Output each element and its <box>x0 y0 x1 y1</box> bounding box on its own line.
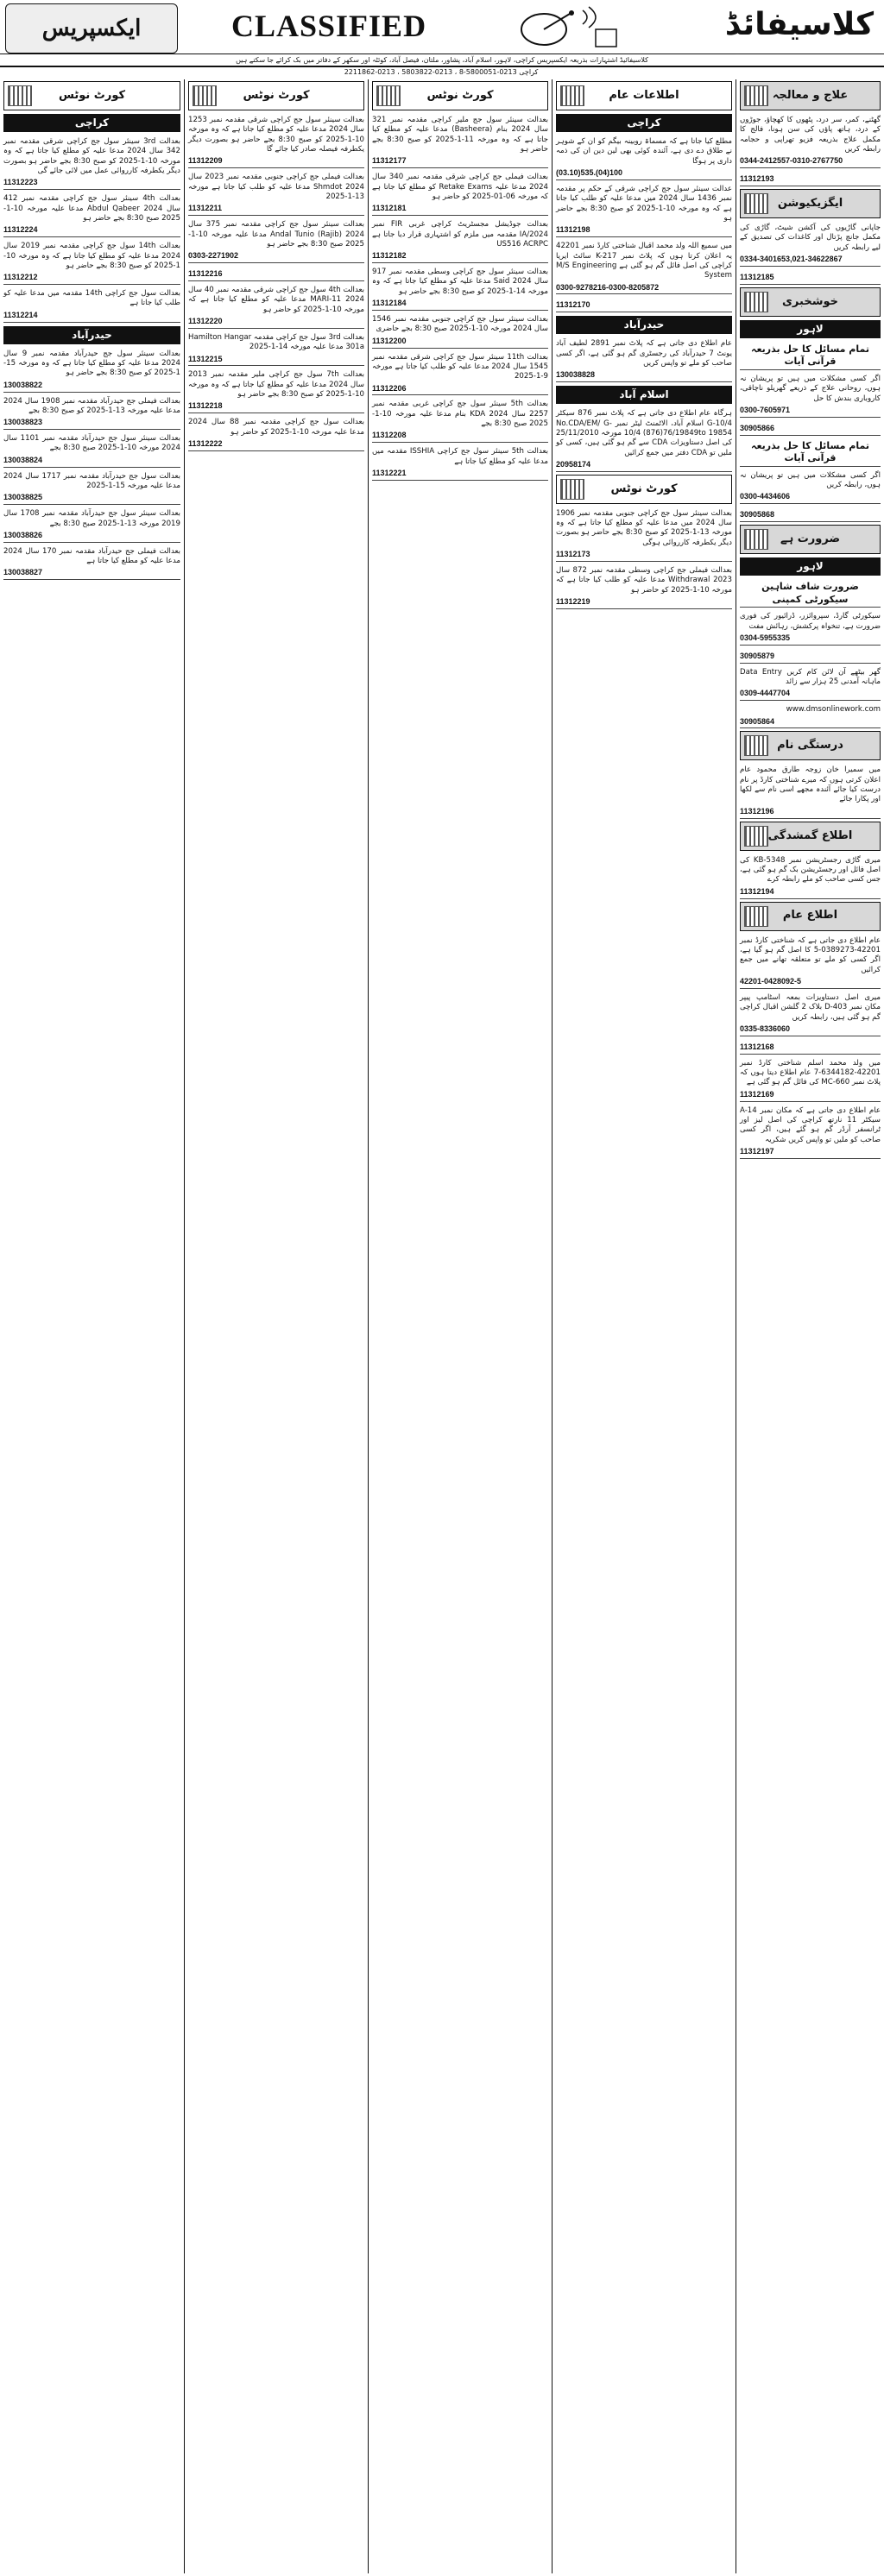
barcode-icon <box>744 735 768 756</box>
classified-ad <box>3 135 180 190</box>
city-banner: حیدرآباد <box>3 326 180 344</box>
ad-text: بعدالت سینئر سول جج حیدرآباد مقدمہ نمبر 9 سال 2024 مدعا علیہ کو مطلع کیا جاتا ہے کہ وہ مورخہ 15-1-2025 کو صبح 8:30 بجے حاضر ہو <box>3 349 181 378</box>
classified-ad <box>3 287 180 323</box>
classified-ad <box>3 507 180 543</box>
ad-text: عدالت سینئر سول جج کراچی شرقی کے حکم پر مقدمہ نمبر 1436 سال 2024 میں مدعا علیہ کو طلب کیا جاتا ہے کہ وہ مورخہ 10-1-2025 کو صبح 8:30 بجے حاضر ہو <box>556 184 732 223</box>
city-banner: حیدرآباد <box>556 316 732 334</box>
section-header: اطلاع عام <box>740 902 881 931</box>
classified-ad <box>372 218 548 263</box>
ad-text: بعدالت سول جج حیدرآباد مقدمہ نمبر 1717 سال 2024 مدعا علیہ مورخہ 15-1-2025 <box>3 471 180 490</box>
barcode-icon <box>744 826 768 847</box>
section-header: ضرورت ہے <box>740 525 881 554</box>
classified-ad <box>556 407 732 472</box>
ad-text: بعدالت سینئر سول جج حیدرآباد مقدمہ نمبر 1101 سال 2024 مورخہ 10-1-2025 صبح 8:30 بجے <box>3 434 181 453</box>
classified-ad <box>188 368 364 413</box>
ad-reference-number: 11312214 <box>3 310 38 319</box>
barcode-icon <box>560 85 584 106</box>
ad-reference-number: (03.10)535.(04)100 <box>556 168 623 178</box>
classified-ad <box>188 284 364 329</box>
ad-text: گھر بیٹھے آن لائن کام کریں Data Entry ماہانہ آمدنی 25 ہزار سے زائد <box>740 667 881 686</box>
ad-text: میں سمیرا خان زوجہ طارق محمود عام اعلان کرتی ہوں کہ میرے شناختی کارڈ پر نام درست کیا جائے آئندہ مجھے اسی نام سے لکھا اور پکارا جائے <box>740 765 881 804</box>
section-header: اطلاع گمشدگی <box>740 822 881 851</box>
classified-ad <box>3 348 180 393</box>
section-header: کورٹ نوٹس <box>372 81 548 110</box>
ad-reference-number: 130038826 <box>3 530 43 539</box>
ad-reference-number: 11312219 <box>556 597 590 607</box>
classified-ad <box>740 373 881 418</box>
classified-ad <box>740 666 881 702</box>
ad-reference-number: 0309-4447704 <box>740 689 791 698</box>
classified-ad <box>3 192 180 237</box>
ad-text: میں سمیع اللہ ولد محمد اقبال شناختی کارڈ نمبر 42201 یہ اعلان کرتا ہوں کہ پلاٹ نمبر K-217 سائٹ ایریا کراچی کی اصل فائل گم ہو گئی ہے M/S Engineering System <box>556 242 732 280</box>
ad-text: بعدالت سینئر سول جج کراچی شرقی مقدمہ نمبر 1253 سال 2024 مدعا علیہ کو مطلع کیا جاتا ہے کہ وہ مورخہ 10-1-2025 کو صبح 8:30 بجے حاضر ہو بصورت دیگر یکطرفہ فیصلہ صادر کیا جائے گا <box>188 116 364 154</box>
ad-reference-number: 11312168 <box>740 1042 774 1051</box>
ad-reference-number: 11312169 <box>740 1089 774 1099</box>
booking-notice: کلاسیفائیڈ اشتہارات بذریعہ ایکسپریس کراچی، لاہور، اسلام آباد، پشاور، ملتان، فیصل آباد، کوئٹہ اور سکھر کے دفاتر میں بک کرائے جا سکتے ہیں <box>0 54 884 66</box>
city-banner: کراچی <box>3 114 180 132</box>
ad-text: سیکورٹی گارڈ، سپروائزر، ڈرائیور کی فوری ضرورت ہے، تنخواہ پرکشش، رہائش مفت <box>740 612 881 631</box>
classified-ad <box>740 992 881 1036</box>
barcode-icon <box>8 85 32 106</box>
city-banner: لاہور <box>740 320 881 338</box>
ad-reference-number: 0300-9278216-0300-8205872 <box>556 282 660 292</box>
classified-ad <box>556 135 732 180</box>
ad-text: میری گاڑی رجسٹریشن نمبر KB-5348 کی اصل فائل اور رجسٹریشن بک گم ہو گئی ہے، جس کسی صاحب کو ملے رابطہ کرے <box>740 855 881 885</box>
classified-ad <box>3 470 180 506</box>
satellite-dish-icon <box>509 3 622 52</box>
classified-ad <box>740 342 881 370</box>
ad-text: بعدالت 3rd سینئر سول جج کراچی شرقی مقدمہ نمبر 342 سال 2024 مدعا علیہ کو مطلع کیا جاتا ہے کہ وہ مورخہ 10-1-2025 کو صبح 8:30 بجے حاضر ہو بصورت دیگر یکطرفہ کارروائی عمل میں لائی جائے گی <box>3 137 181 176</box>
classified-ad <box>556 183 732 237</box>
ad-text: بعدالت 5th سینئر سول جج کراچی غربی مقدمہ نمبر 2257 سال 2024 KDA بنام مدعا علیہ مورخہ 10-1-2025 صبح 8:30 بجے <box>372 400 549 429</box>
ad-reference-number: 11312223 <box>3 178 38 187</box>
section-header: درستگی نام <box>740 731 881 760</box>
barcode-icon <box>376 85 401 106</box>
classified-ad <box>188 218 364 263</box>
classified-ad <box>3 432 180 468</box>
ad-reference-number: 11312197 <box>740 1146 774 1156</box>
classified-ad <box>372 445 548 481</box>
ad-text: بعدالت فیملی جج حیدرآباد مقدمہ نمبر 1908 سال 2024 مدعا علیہ مورخہ 13-1-2025 کو صبح 8:30 بجے <box>3 396 180 415</box>
masthead <box>0 0 884 67</box>
classified-ad <box>740 854 881 899</box>
classified-ad <box>372 171 548 216</box>
classified-ad <box>740 114 881 168</box>
ad-text: بعدالت فیملی جج کراچی وسطی مقدمہ نمبر 872 سال 2023 Withdrawal مدعا علیہ کو طلب کیا جاتا ہے کہ مورخہ 10-1-2025 کو حاضر ہو <box>556 566 732 595</box>
classified-ad <box>372 266 548 311</box>
ad-text: تمام مسائل کا حل بذریعہ قرآنی آیات <box>751 439 869 464</box>
classified-ad <box>188 171 364 216</box>
ad-text: ہرگاہ عام اطلاع دی جاتی ہے کہ پلاٹ نمبر 876 سیکٹر G-10/4 اسلام آباد، الاٹمنٹ لیٹر نمبر No.CDA/EM/ G-10/4 (876)76/19849to 19854 مورخہ 25/11/2010 کی اصل دستاویزات CDA سے گم ہو گئی ہیں، کسی کو ملیں تو CDA دفتر میں جمع کرائیں <box>556 409 733 457</box>
ad-reference-number: 11312206 <box>372 383 407 393</box>
ad-reference-number: 11312220 <box>188 316 223 325</box>
classified-ad <box>740 507 881 522</box>
ad-reference-number: 11312196 <box>740 806 774 816</box>
ad-reference-number: 30905864 <box>740 716 775 726</box>
ad-reference-number: 11312181 <box>372 204 407 213</box>
ad-text: مطلع کیا جاتا ہے کہ مسماۃ روبینہ بیگم کو ان کے شوہر نے طلاق دے دی ہے، آئندہ کوئی بھی لین دین ان کی ذمہ داری پر ہوگا <box>556 137 732 166</box>
barcode-icon <box>193 85 217 106</box>
classified-ad <box>740 935 881 989</box>
classified-ad <box>3 395 180 431</box>
ad-text: عام اطلاع دی جاتی ہے کہ پلاٹ نمبر 2891 لطیف آباد یونٹ 7 حیدرآباد کی رجسٹری گم ہو گئی ہے، اگر کسی صاحب کو ملے تو واپس کریں <box>556 339 732 368</box>
section-header: ایگزیکیوشن <box>740 189 881 218</box>
ad-reference-number: 20958174 <box>556 459 591 469</box>
ad-text: بعدالت 4th سینئر سول جج کراچی مقدمہ نمبر 412 سال 2024 Abdul Qabeer مدعا علیہ مورخہ 10-1-2025 صبح 8:30 بجے حاضر ہو <box>3 194 181 223</box>
ad-reference-number: 11312170 <box>556 300 590 310</box>
ad-reference-number: 0300-4434606 <box>740 492 791 501</box>
ad-text: www.dmsonlinework.com <box>786 705 881 715</box>
classified-ad <box>740 438 881 467</box>
ad-reference-number: 11312198 <box>556 225 590 235</box>
ad-text: اگر کسی مشکلات میں ہیں تو پریشان نہ ہوں، روحانی علاج کے ذریعے گھریلو ناچاقی، کاروباری بندش کا حل <box>740 374 881 403</box>
ad-text: بعدالت جوڈیشل مجسٹریٹ کراچی غربی FIR نمبر 2024/IA مقدمہ میں ملزم کو اشتہاری قرار دیا جاتا ہے US516 ACRPC <box>372 220 548 249</box>
classified-ad <box>372 351 548 396</box>
classified-ad <box>740 610 881 646</box>
ad-reference-number: 0300-7605971 <box>740 405 791 414</box>
classified-ad <box>740 579 881 608</box>
classified-ad <box>188 331 364 367</box>
ad-reference-number: 11312209 <box>188 156 223 166</box>
classified-ad <box>3 240 180 285</box>
ad-reference-number: 11312212 <box>3 273 38 282</box>
ad-reference-number: 30905866 <box>740 423 775 432</box>
ad-text: عام اطلاع دی جاتی ہے کہ مکان نمبر A-14 سیکٹر 11 نارتھ کراچی کی اصل لیز اور ٹرانسفر آرڈر گم ہو گئے ہیں، اگر کسی صاحب کو ملیں تو واپس کریں شکریہ <box>740 1105 881 1144</box>
ad-text: عام اطلاع دی جاتی ہے کہ شناختی کارڈ نمبر 42201-0389273-5 کا اصل گم ہو گیا ہے، اگر کسی کو ملے تو متعلقہ تھانے میں جمع کرائیں <box>740 935 881 974</box>
ad-reference-number: 11312221 <box>372 469 407 478</box>
barcode-icon <box>560 479 584 500</box>
classified-ad <box>740 171 881 186</box>
col-4 <box>184 79 368 2573</box>
barcode-icon <box>744 529 768 550</box>
classified-ad <box>556 564 732 609</box>
ad-reference-number: 130038823 <box>3 418 43 427</box>
ad-reference-number: 11312224 <box>3 225 38 235</box>
title-english: CLASSIFIED <box>231 9 427 43</box>
ad-reference-number: 11312185 <box>740 273 774 282</box>
col-3 <box>368 79 552 2573</box>
ad-text: بعدالت فیملی جج کراچی جنوبی مقدمہ نمبر 2023 سال 2024 Shmdot مدعا علیہ کو طلب کیا جاتا ہے مورخہ 13-1-2025 <box>188 173 365 201</box>
ad-text: بعدالت سینئر سول جج حیدرآباد مقدمہ نمبر 1708 سال 2019 مورخہ 13-1-2025 صبح 8:30 بجے <box>3 509 181 528</box>
ad-reference-number: 11312218 <box>188 401 223 411</box>
classified-ad <box>188 266 364 281</box>
ad-reference-number: 11312184 <box>372 299 407 308</box>
ad-reference-number: 130038824 <box>3 455 43 464</box>
ad-reference-number: 11312216 <box>188 269 223 279</box>
section-header: کورٹ نوٹس <box>556 475 732 504</box>
classified-ad <box>556 337 732 382</box>
ad-reference-number: 130038828 <box>556 370 596 380</box>
ad-text: میری اصل دستاویزات بمعہ اسٹامپ پیپر مکان نمبر D-403 بلاک 2 گلشن اقبال کراچی گم ہو گئی ہیں، رابطہ کریں <box>740 992 881 1022</box>
ad-text: بعدالت سینئر سول جج کراچی جنوبی مقدمہ نمبر 1546 سال 2024 مورخہ 10-1-2025 صبح 8:30 بجے حاضری <box>372 314 548 334</box>
ad-text: ضرورت شاف شاہین سیکورٹی کمپنی <box>761 581 859 605</box>
barcode-icon <box>744 292 768 312</box>
ad-reference-number: 11312194 <box>740 886 774 896</box>
section-header: کورٹ نوٹس <box>188 81 364 110</box>
city-banner: کراچی <box>556 114 732 132</box>
classified-ad <box>372 313 548 349</box>
ad-reference-number: 11312215 <box>188 354 223 363</box>
classified-ad <box>556 240 732 294</box>
barcode-icon <box>744 193 768 214</box>
section-header: علاج و معالجہ <box>740 81 881 110</box>
ad-text: بعدالت سینئر سول جج کراچی وسطی مقدمہ نمبر 917 سال 2024 Said مدعا علیہ کو مطلع کیا جاتا ہے کہ وہ مورخہ 14-1-2025 کو صبح 8:30 بجے حاضر ہو <box>372 268 549 296</box>
classified-ad <box>188 114 364 168</box>
city-banner: لاہور <box>740 557 881 576</box>
ad-text: میں ولد محمد اسلم شناختی کارڈ نمبر 42201-6344182-7 عام اطلاع دیتا ہوں کہ پلاٹ نمبر MC-660 کی فائل گم ہو گئی ہے <box>740 1058 881 1087</box>
ad-reference-number: 130038822 <box>3 380 43 389</box>
classified-ad <box>372 398 548 443</box>
ad-reference-number: 0334-3401653,021-34622867 <box>740 255 843 264</box>
city-banner: اسلام آباد <box>556 386 732 404</box>
ad-text: بعدالت سینئر سول جج کراچی مقدمہ نمبر 375 سال 2024 (Rajib) Andal Tunio مدعا علیہ مورخہ 10-1-2025 صبح 8:30 بجے حاضر ہو <box>188 220 364 249</box>
classified-ad <box>556 507 732 562</box>
ad-reference-number: 130038827 <box>3 568 43 577</box>
ad-text: بعدالت فیملی جج کراچی شرقی مقدمہ نمبر 340 سال 2024 مدعا علیہ Retake Exams کو مطلع کیا جاتا ہے کہ مورخہ 06-01-2025 کو حاضر ہو <box>372 173 549 201</box>
ad-text: گھٹنے، کمر، سر درد، پٹھوں کا کھچاؤ، جوڑوں کے درد، ہاتھ پاؤں کی سن ہونا، فالج کا مکمل علاج بذریعہ فزیو تھراپی و حجامہ رابطہ کریں <box>740 116 881 154</box>
barcode-icon <box>744 906 768 927</box>
ad-reference-number: 11312200 <box>372 336 407 345</box>
classified-ad <box>740 1105 881 1159</box>
section-header: خوشخبری <box>740 287 881 317</box>
title-urdu: کلاسیفائڈ <box>724 7 874 42</box>
ad-text: بعدالت سینئر سول جج کراچی جنوبی مقدمہ نمبر 1906 سال 2024 میں مدعا علیہ کو مطلع کیا جاتا ہے کہ وہ مورخہ 13-1-2025 کو صبح 8:30 بجے حاضر ہو بصورت دیگر یکطرفہ کارروائی ہوگی <box>556 508 733 547</box>
section-header: کورٹ نوٹس <box>3 81 180 110</box>
classified-ad <box>740 469 881 505</box>
ad-text: جاپانی گاڑیوں کی آکشن شیٹ، گاڑی کی مکمل جانچ پڑتال اور کاغذات کی تصدیق کے لیے رابطہ کریں <box>740 224 881 252</box>
classified-ad <box>740 648 881 664</box>
ad-reference-number: 11312193 <box>740 174 774 184</box>
ad-text: تمام مسائل کا حل بذریعہ قرآنی آیات <box>751 343 869 368</box>
classified-ad <box>3 545 180 581</box>
ad-reference-number: 11312222 <box>188 439 223 448</box>
ad-text: بعدالت 4th سول جج کراچی شرقی مقدمہ نمبر 40 سال 2024 MARI-11 مدعا علیہ کو مطلع کیا جاتا ہے کہ مورخہ 10-1-2025 کو حاضر ہو <box>188 285 365 314</box>
classified-ad <box>740 269 881 285</box>
classified-ad <box>556 297 732 312</box>
ad-reference-number: 11312173 <box>556 550 590 559</box>
express-logo: ایکسپریس <box>5 3 178 54</box>
ad-text: بعدالت 3rd سول جج کراچی مقدمہ Hamilton Hangar 301a مدعا علیہ مورخہ 14-1-2025 <box>188 332 364 352</box>
ad-reference-number: 11312182 <box>372 251 407 261</box>
ad-reference-number: 42201-0428092-5 <box>740 976 802 986</box>
ad-reference-number: 130038825 <box>3 493 43 502</box>
classified-ad <box>188 416 364 451</box>
classified-ad <box>740 764 881 818</box>
ad-text: بعدالت 14th سول جج کراچی مقدمہ نمبر 2019 سال 2024 مدعا علیہ کو مطلع کیا جاتا ہے کہ وہ مورخہ 10-1-2025 کو صبح 8:30 بجے حاضر ہو <box>3 242 181 270</box>
classified-ad <box>740 420 881 436</box>
ad-reference-number: 30905879 <box>740 651 775 660</box>
ad-reference-number: 0344-2412557-0310-2767750 <box>740 156 843 166</box>
ad-reference-number: 11312211 <box>188 204 223 213</box>
ad-text: اگر کسی مشکلات میں ہیں تو پریشان نہ ہوں، رابطہ کریں <box>740 470 881 490</box>
classified-ad <box>372 114 548 168</box>
col-2 <box>552 79 736 2573</box>
ad-text: بعدالت 11th سینئر سول جج کراچی شرقی مقدمہ نمبر 1545 سال 2024 مدعا علیہ کو طلب کیا جاتا ہے مورخہ 9-1-2025 <box>372 352 549 381</box>
barcode-icon <box>744 85 768 106</box>
col-1 <box>736 79 884 2573</box>
section-header: اطلاعات عام <box>556 81 732 110</box>
ad-text: بعدالت 7th سول جج کراچی ملیر مقدمہ نمبر 2013 سال 2024 مدعا علیہ کو مطلع کیا جاتا ہے کہ وہ مورخہ 10-1-2025 کو صبح 8:30 بجے حاضر ہو <box>188 370 365 400</box>
ad-text: بعدالت سول جج کراچی مقدمہ نمبر 88 سال 2024 مدعا علیہ مورخہ 10-1-2025 کو حاضر ہو <box>188 418 365 437</box>
classified-ad <box>740 703 881 728</box>
ad-reference-number: 0304-5955335 <box>740 633 791 642</box>
booking-phones: کراچی 0213-5800051-8 ، 0213-5803822 ، 0213-2211862 <box>344 68 539 76</box>
ad-text: بعدالت فیملی جج حیدرآباد مقدمہ نمبر 170 سال 2024 مدعا علیہ کو مطلع کیا جاتا ہے <box>3 546 180 566</box>
classified-columns <box>0 79 884 2573</box>
classified-ad <box>740 1039 881 1055</box>
ad-reference-number: 0335-8336060 <box>740 1023 791 1033</box>
ad-text: بعدالت سینئر سول جج ملیر کراچی مقدمہ نمبر 321 سال 2024 بنام (Basheera) مدعا علیہ کو مطلع کیا جاتا ہے کہ وہ مورخہ 11-1-2025 کو صبح 8:30 بجے حاضر ہو <box>372 116 548 154</box>
ad-reference-number: 30905868 <box>740 510 775 520</box>
ad-reference-number: 11312208 <box>372 431 407 440</box>
classified-ad <box>740 1057 881 1102</box>
ad-text: بعدالت سول جج کراچی 14th مقدمہ میں مدعا علیہ کو طلب کیا جاتا ہے <box>3 289 181 308</box>
ad-reference-number: 0303-2271902 <box>188 251 239 261</box>
ad-text: بعدالت 5th سینئر سول جج کراچی ISSHIA مقدمہ میں مدعا علیہ کو مطلع کیا جاتا ہے <box>372 447 548 466</box>
col-5 <box>0 79 184 2573</box>
ad-reference-number: 11312177 <box>372 156 407 166</box>
classified-ad <box>740 222 881 267</box>
